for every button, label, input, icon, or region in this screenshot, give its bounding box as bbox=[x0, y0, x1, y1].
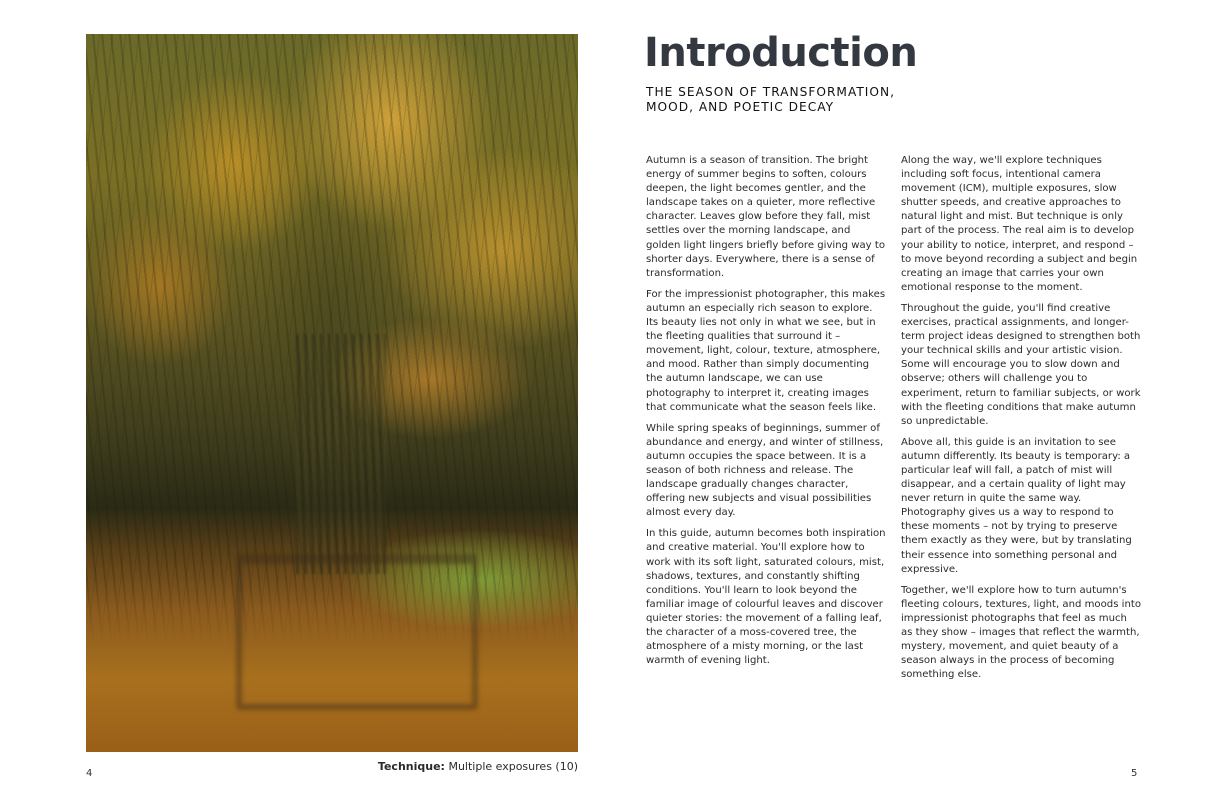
paragraph: Along the way, we'll explore techniques including soft focus, intentional camera movement (ICM), multiple exposures, slow shutter speeds, and creative approaches to natural light and mist. But technique is only part of the process. The real aim is to develop your ability to notice, interpret, and respond – to move beyond recording a subject and begin creating an image that carries your own emotional response to the moment. bbox=[901, 155, 1138, 293]
paragraph: Above all, this guide is an invitation to see autumn differently. Its beauty is temporary: a particular leaf will fall, a patch of mist will disappear, and a certain quality of light may never return in quite the same way. Photography gives us a way to respond to these moments – not by trying to preserve them exactly as they were, but by translating their essence into something personal and expressive. bbox=[901, 436, 1132, 575]
tree-trunk-blur bbox=[296, 334, 386, 574]
page-subtitle: THE SEASON OF TRANSFORMATION, MOOD, AND POETIC DECAY bbox=[646, 85, 895, 114]
paragraph: Throughout the guide, you'll find creative exercises, practical assignments, and longer-term project ideas designed to strengthen both your technical skills and your artistic vision. Some will encourage you to slow down and observe; others will challenge you to experiment, return to familiar subjects, or work with the fleeting conditions that make autumn so unpredictable. bbox=[901, 302, 1141, 427]
paragraph: Together, we'll explore how to turn autumn's fleeting colours, textures, light, and moods into impressionist photographs that feel as much as they show – images that reflect the warmth, mystery, movement, and quiet beauty of a season always in the process of becoming something else. bbox=[901, 584, 1141, 681]
autumn-tree-photo bbox=[86, 34, 578, 752]
paragraph: Autumn is a season of transition. The bright energy of summer begins to soften, colours deepen, the light becomes gentler, and the landscape takes on a quieter, more reflective character. Leaves glow before they fall, mist settles over the morning landscape, and golden light lingers briefly before giving way to shorter days. Everywhere, there is a sense of transformation. bbox=[646, 155, 885, 279]
caption-text: Multiple exposures (10) bbox=[444, 760, 578, 773]
photo-caption bbox=[378, 760, 578, 773]
page-number-left: 4 bbox=[86, 768, 93, 779]
page-title: Introduction bbox=[644, 30, 918, 76]
page-number-right: 5 bbox=[1131, 768, 1138, 779]
bench-blur bbox=[236, 554, 478, 710]
caption-label: Technique: bbox=[377, 760, 445, 773]
text-column-right bbox=[901, 154, 1141, 689]
paragraph: For the impressionist photographer, this makes autumn an especially rich season to explore. Its beauty lies not only in what we see, but in the fleeting qualities that surround it – movement, light, colour, texture, atmosphere, and mood. Rather than simply documenting the autumn landscape, we can use photography to interpret it, creating images that communicate what the season feels like. bbox=[646, 288, 886, 413]
paragraph: In this guide, autumn becomes both inspiration and creative material. You'll explore how to work with its soft light, saturated colours, mist, shadows, textures, and constantly shifting conditions. You'll learn to look beyond the familiar image of colourful leaves and discover quieter stories: the movement of a falling leaf, the character of a moss-covered tree, the atmosphere of a misty morning, or the last warmth of evening light. bbox=[646, 528, 886, 667]
paragraph: While spring speaks of beginnings, summer of abundance and energy, and winter of stillness, autumn occupies the space between. It is a season of both richness and release. The landscape gradually changes character, offering new subjects and visual possibilities almost every day. bbox=[646, 422, 884, 519]
text-column-left bbox=[646, 154, 886, 675]
